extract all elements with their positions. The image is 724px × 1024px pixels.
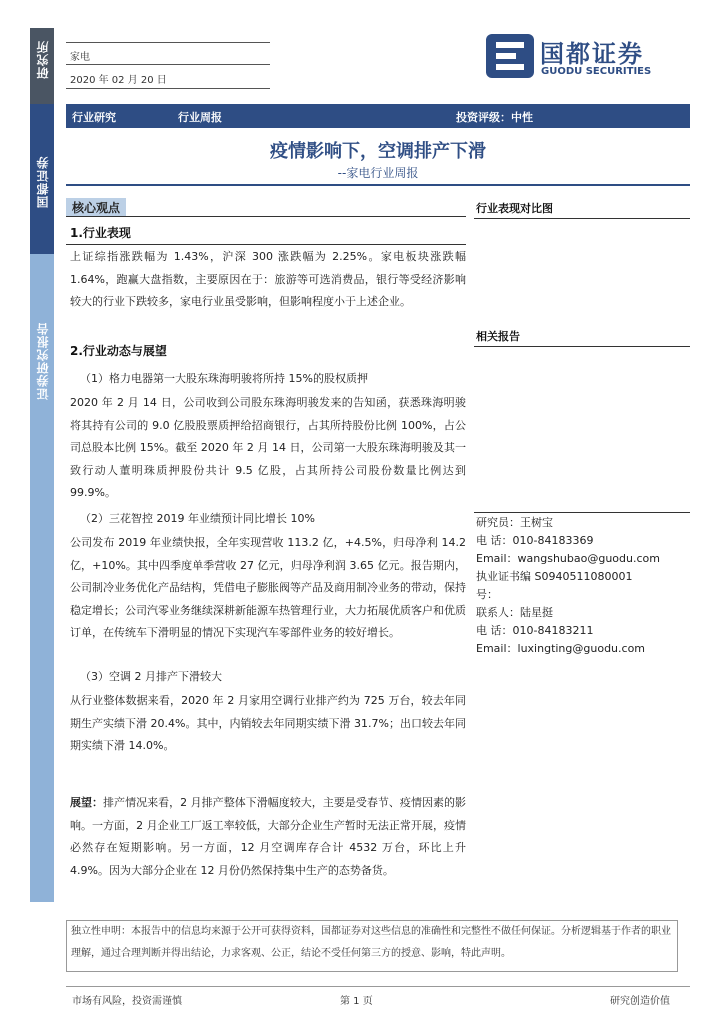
- logo-text-cn: 国都证券: [540, 40, 644, 68]
- core-view-tag: 核心观点: [66, 198, 126, 217]
- sidebar-top-block: [30, 28, 54, 104]
- footer-slogan: 研究创造价值: [610, 996, 670, 1007]
- item3-title: （3）空调 2 月排产下滑较大: [80, 670, 222, 683]
- header-rule-mid: [66, 64, 270, 65]
- sidebar-mid-block: [30, 104, 54, 254]
- analyst-contact-block: [476, 514, 690, 658]
- report-title: 疫情影响下，空调排产下滑: [270, 141, 486, 162]
- item3-text: 从行业整体数据来看，2020 年 2 月家用空调行业排产约为 725 万台，较去年同期生产实绩下滑 20.4%。其中，内销较去年同期实绩下滑 31.7%；出口较去年同期实绩下滑 14.0%。: [70, 694, 466, 752]
- page-number: 第 1 页: [340, 996, 373, 1007]
- sidebar-low-block: [30, 254, 54, 902]
- contact-top-rule: [474, 512, 690, 513]
- title-divider: [66, 184, 690, 186]
- contact-line: 号：: [476, 588, 498, 601]
- contact-line: 执业证书编 S0940511080001: [476, 570, 633, 583]
- item1-text: 2020 年 2 月 14 日，公司收到公司股东珠海明骏发来的告知函，获悉珠海明骏将其持有公司的 9.0 亿股股票质押给招商银行，占其所持股份比例 100%，占公司总股本比例 15%。截至 2020 年 2 月 14 日，公司第一大股东珠海明骏及其一致行动人董明珠质押股份共计 9.5 亿股，占其所持公司股份数量比例达到 99.9%。: [70, 396, 466, 499]
- contact-line: 研究员：王树宝: [476, 516, 553, 529]
- footer-risk-note: 市场有风险，投资需谨慎: [72, 996, 182, 1007]
- section1-rule: [66, 244, 466, 245]
- section1-text: 上证综指涨跌幅为 1.43%，沪深 300 涨跌幅为 2.25%。家电板块涨跌幅 1.64%，跑赢大盘指数，主要原因在于：旅游等可选消费品，银行等受经济影响较大的行业下跌较多，家电行业虽受影响，但影响程度小于上述企业。: [70, 250, 466, 308]
- item2-title: （2）三花智控 2019 年业绩预计同比增长 10%: [80, 512, 315, 525]
- outlook-text: 排产情况来看，2 月排产整体下滑幅度较大，主要是受春节、疫情因素的影响。一方面，2 月企业工厂返工率较低，大部分企业生产暂时无法正常开展，疫情必然存在短期影响。另一方面，12 月空调库存合计 4532 万台，环比上升 4.9%。因为大部分企业在 12 月份仍然保持集中生产的态势备货。: [70, 796, 466, 877]
- category-label: 家电: [70, 52, 90, 63]
- footer-rule: [66, 986, 690, 987]
- disclaimer-box: 独立性申明：本报告中的信息均来源于公开可获得资料，国都证券对这些信息的准确性和完整性不做任何保证。分析逻辑基于作者的职业理解，通过合理判断并得出结论，力求客观、公正，结论不受任何第三方的授意、影响，特此声明。: [66, 920, 678, 972]
- header-rule-top: [66, 42, 270, 43]
- outlook-label: 展望：: [70, 796, 104, 809]
- related-title-rule: [474, 346, 690, 347]
- contact-line: Email：wangshubao@guodu.com: [476, 552, 660, 565]
- logo-text-en: GUODU SECURITIES: [541, 66, 652, 77]
- report-subtitle: --家电行业周报: [337, 166, 419, 180]
- header-rule-bottom: [66, 88, 270, 89]
- related-reports-title: 相关报告: [476, 330, 520, 343]
- item2-text: 公司发布 2019 年业绩快报，全年实现营收 113.2 亿，+4.5%，归母净利 14.2 亿，+10%。其中四季度单季营收 27 亿元，归母净利润 3.65 亿元。报告期内，公司制冷业务优化产品结构，凭借电子膨胀阀等产品及商用制冷业务的带动，保持稳定增长；公司汽零业务继续深耕新能源车热管理行业，大力拓展优质客户和优质订单，在传统车下滑明显的情况下实现汽车零部件业务的较好增长。: [70, 536, 466, 639]
- outlook-paragraph: [70, 792, 466, 882]
- sidebar-top-label: 研究所: [36, 40, 50, 79]
- section1-heading: 1.行业表现: [70, 226, 131, 240]
- core-tag-rule: [66, 216, 466, 217]
- chart-title-rule: [474, 218, 690, 219]
- contact-line: 联系人：陆星挺: [476, 606, 553, 619]
- sidebar-mid-label: 国都证券: [36, 156, 50, 208]
- report-type-industry: 行业研究: [72, 111, 116, 124]
- chart-title: 行业表现对比图: [476, 202, 553, 215]
- section2-heading: 2.行业动态与展望: [70, 344, 167, 358]
- report-type-bar: [66, 104, 690, 128]
- contact-line: 电 话：010-84183369: [476, 534, 594, 547]
- investment-rating: 投资评级：中性: [456, 111, 533, 124]
- company-logo-mark: [486, 34, 534, 78]
- sidebar-low-label: 证券研究报告: [36, 322, 50, 400]
- report-date: 2020 年 02 月 20 日: [70, 75, 167, 86]
- contact-line: Email：luxingting@guodu.com: [476, 642, 646, 655]
- report-type-weekly: 行业周报: [178, 111, 222, 124]
- contact-line: 电 话：010-84183211: [476, 624, 594, 637]
- item1-title: （1）格力电器第一大股东珠海明骏将所持 15%的股权质押: [80, 372, 368, 385]
